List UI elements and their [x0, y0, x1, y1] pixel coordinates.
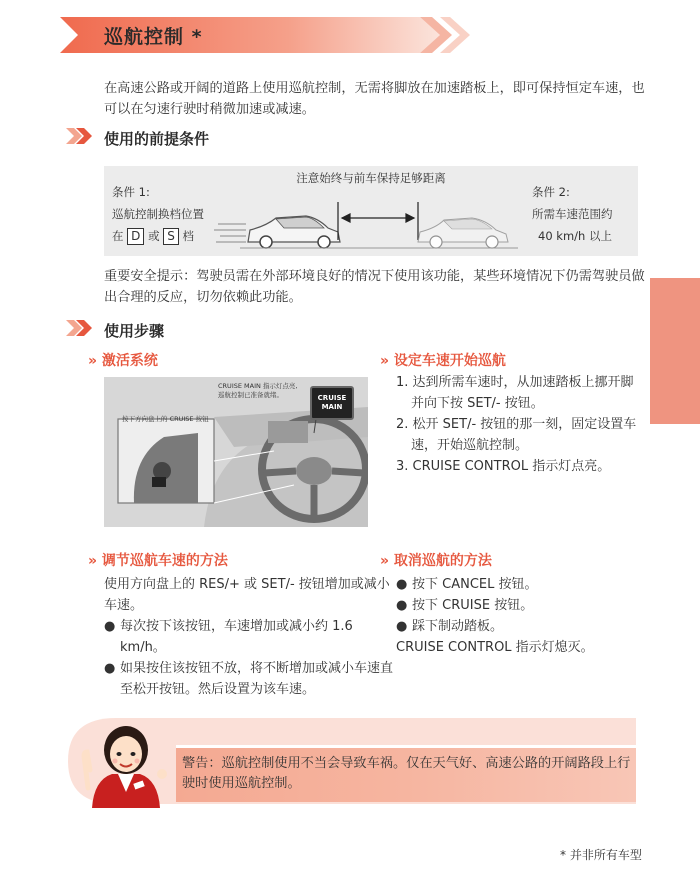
- bullet-dot-icon: ●: [396, 577, 408, 592]
- safety-note: 重要安全提示：驾驶员需在外部环境良好的情况下使用该功能，某些环境情况下仍需驾驶员做出合理的反应，切勿依赖此功能。: [104, 269, 645, 305]
- intro-text: 在高速公路或开阔的道路上使用巡航控制，无需将脚放在加速踏板上，即可保持恒定车速，也可以在匀速行驶时稍微加速或减速。: [104, 81, 645, 117]
- cancel-bullet-text: 踩下制动踏板。: [412, 619, 504, 634]
- callout-cruise-main: [218, 382, 298, 400]
- cancel-footer: CRUISE CONTROL 指示灯熄灭。: [396, 640, 594, 655]
- side-tab: [650, 278, 700, 424]
- gear-d-box: D: [127, 228, 144, 245]
- section-title-prereq: 使用的前提条件: [104, 130, 210, 148]
- bullet-dot-icon: ●: [104, 619, 116, 634]
- cruise-main-badge: [310, 386, 354, 420]
- adjust-desc: 使用方向盘上的 RES/+ 或 SET/- 按钮增加或减小车速。: [104, 577, 390, 613]
- condition-1-gears: [112, 226, 194, 246]
- cancel-bullet-text: 按下 CRUISE 按钮。: [412, 598, 534, 613]
- warning-text: 警告：巡航控制使用不当会导致车祸。仅在天气好、高速公路的开阔路段上行驶时使用巡航控制。: [182, 756, 631, 791]
- page-title: 巡航控制 *: [104, 26, 203, 48]
- distance-note: 注意始终与前车保持足够距离: [296, 171, 446, 185]
- distance-arrow-icon: [338, 202, 418, 240]
- adjust-bullet: [104, 616, 394, 658]
- set-step-item: 2. 松开 SET/- 按钮的那一刻，固定设置车速，开始巡航控制。: [396, 417, 637, 453]
- gear-in-text: 在: [112, 229, 124, 243]
- section-title-steps: 使用步骤: [104, 322, 165, 340]
- cancel-bullet: [396, 574, 642, 595]
- chevron-right-icon: [66, 320, 94, 336]
- rear-car-icon: [248, 216, 340, 248]
- bullet-dot-icon: ●: [396, 619, 408, 634]
- cancel-bullet-text: 按下 CANCEL 按钮。: [412, 577, 538, 592]
- set-step-item: 3. CRUISE CONTROL 指示灯点亮。: [396, 459, 611, 474]
- chevron-right-icon: [66, 128, 94, 144]
- footnote: * 并非所有车型: [560, 848, 642, 862]
- condition-1-desc: 巡航控制换档位置: [112, 207, 204, 221]
- cancel-bullet: [396, 595, 642, 616]
- callout-line-1: CRUISE MAIN 指示灯点亮,: [218, 382, 298, 390]
- set-speed-steps: [396, 372, 642, 477]
- condition-2-label: 条件 2:: [532, 185, 570, 199]
- bullet-dot-icon: ●: [104, 661, 116, 676]
- gear-s-box: S: [163, 228, 179, 245]
- adjust-bullet-text: 每次按下该按钮，车速增加或减小约 1.6 km/h。: [120, 619, 353, 655]
- badge-line-1: CRUISE: [317, 394, 347, 402]
- adjust-bullet: [104, 658, 394, 700]
- gear-unit-text: 档: [182, 229, 194, 243]
- adjust-title: » 调节巡航车速的方法: [88, 553, 228, 569]
- condition-2-desc: 所需车速范围约: [532, 207, 613, 221]
- callout-line-2: 巡航控制已准备就绪。: [218, 391, 283, 399]
- speed-lines: [214, 224, 246, 242]
- car-distance-illustration: [210, 196, 520, 254]
- cancel-section: [396, 574, 642, 658]
- set-speed-title: » 设定车速开始巡航: [380, 353, 506, 369]
- cancel-bullet: [396, 616, 642, 637]
- badge-line-2: MAIN: [321, 403, 343, 411]
- set-step-item: 1. 达到所需车速时，从加速踏板上挪开脚并向下按 SET/- 按钮。: [396, 375, 634, 411]
- condition-2-value: 40 km/h 以上: [538, 229, 612, 243]
- condition-1-label: 条件 1:: [112, 185, 150, 199]
- callout-cruise-button: 按下方向盘上的 CRUISE 按钮: [122, 415, 209, 423]
- gear-or-text: 或: [148, 229, 160, 243]
- adjust-section: [104, 574, 394, 700]
- adjust-bullet-text: 如果按住该按钮不放，将不断增加或减小车速直至松开按钮。然后设置为该车速。: [120, 661, 394, 697]
- activate-title: » 激活系统: [88, 353, 158, 369]
- bullet-dot-icon: ●: [396, 598, 408, 613]
- front-car-icon: [418, 218, 508, 248]
- assistant-woman-illustration: [78, 708, 174, 808]
- cancel-title: » 取消巡航的方法: [380, 553, 492, 569]
